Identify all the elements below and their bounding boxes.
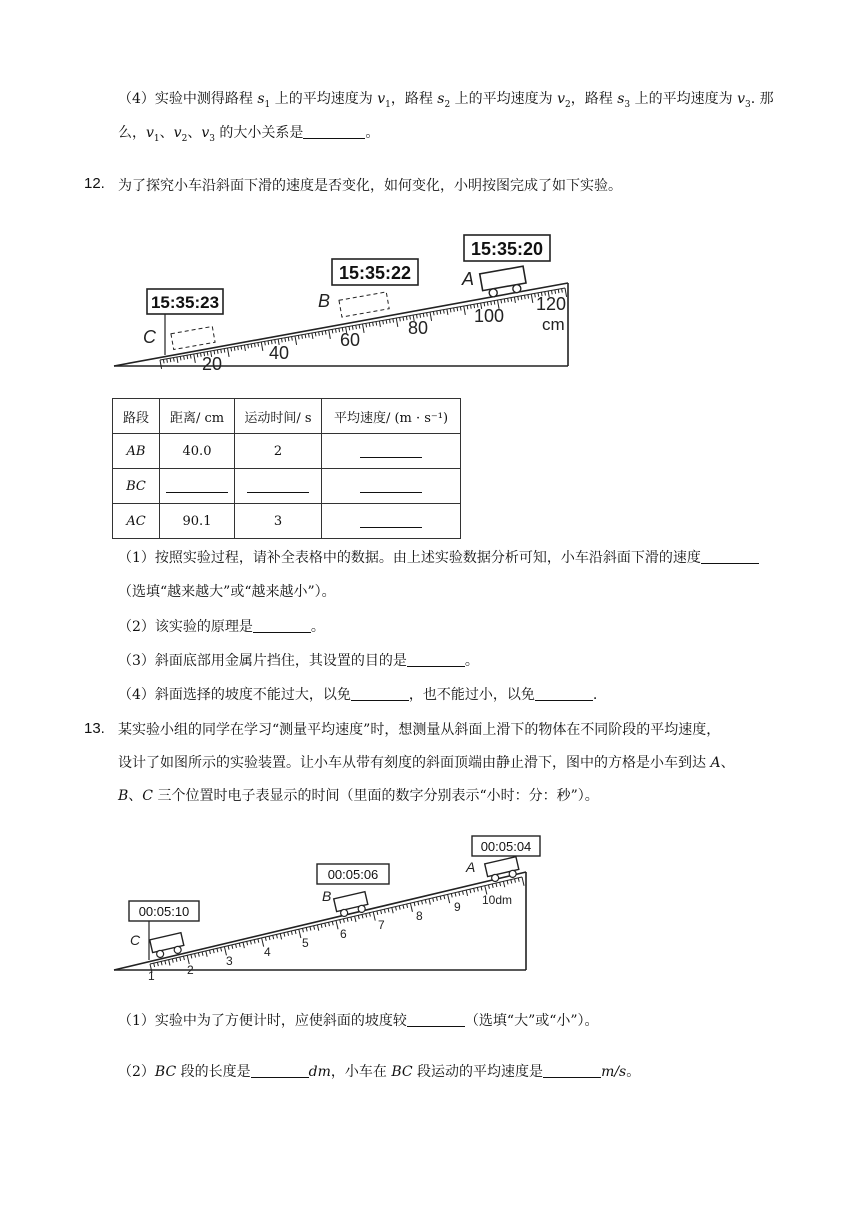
scale-tick bbox=[332, 921, 333, 925]
tick-label: 10dm bbox=[482, 893, 513, 907]
scale-tick bbox=[500, 882, 501, 886]
scale-tick bbox=[336, 921, 338, 930]
scale-tick bbox=[228, 946, 229, 950]
scale-tick bbox=[247, 941, 248, 945]
answer-blank[interactable] bbox=[407, 1012, 465, 1027]
scale-tick bbox=[198, 953, 199, 957]
scale-tick bbox=[384, 909, 385, 913]
scale-tick bbox=[299, 929, 301, 938]
question-stem-line2: 设计了如图所示的实验装置。让小车从带有刻度的斜面顶端由静止滑下，图中的方格是小车到达 A、 bbox=[118, 755, 735, 771]
time-cell: 2 bbox=[235, 434, 322, 469]
tick-label: 80 bbox=[408, 318, 429, 338]
segment-cell: BC bbox=[113, 469, 160, 504]
scale-tick bbox=[470, 889, 471, 893]
label-b: B bbox=[318, 291, 331, 311]
scale-tick bbox=[273, 935, 274, 939]
scale-tick bbox=[183, 956, 184, 960]
scale-tick bbox=[206, 951, 207, 957]
scale-tick bbox=[507, 880, 508, 884]
scale-tick bbox=[522, 877, 524, 886]
scale-tick bbox=[321, 924, 322, 928]
scale-tick bbox=[433, 898, 434, 902]
scale-tick bbox=[250, 941, 251, 945]
header-cell: 运动时间/ s bbox=[235, 399, 322, 434]
scale-tick bbox=[236, 944, 237, 948]
scale-tick bbox=[172, 959, 173, 963]
label-a: A bbox=[466, 859, 476, 875]
scale-tick bbox=[396, 907, 397, 911]
segment-cell: AC bbox=[113, 504, 160, 539]
tick-label: 20 bbox=[202, 354, 223, 374]
scale-tick bbox=[492, 884, 493, 888]
scale-tick bbox=[388, 908, 389, 912]
label-b: B bbox=[322, 888, 332, 904]
scale-tick bbox=[284, 933, 285, 937]
scale-tick bbox=[358, 915, 359, 919]
label-c: C bbox=[130, 932, 141, 948]
scale-tick bbox=[351, 917, 352, 921]
label-a: A bbox=[462, 269, 475, 289]
scale-tick bbox=[317, 925, 318, 931]
scale-tick bbox=[362, 914, 363, 918]
scale-tick bbox=[459, 892, 460, 896]
scale-tick bbox=[403, 905, 404, 909]
scale-tick bbox=[462, 891, 463, 895]
scale-tick bbox=[503, 881, 504, 887]
scale-tick bbox=[265, 937, 266, 941]
tick-label: 7 bbox=[378, 918, 385, 932]
q12-part1-line2: （选填“越来越大”或“越来越小”）。 bbox=[118, 584, 336, 600]
scale-tick bbox=[329, 922, 330, 926]
scale-tick bbox=[314, 926, 315, 930]
scale-tick bbox=[448, 894, 450, 903]
q12-part2: （2）该实验的原理是 。 bbox=[118, 619, 325, 635]
scale-tick bbox=[221, 947, 222, 951]
scale-tick bbox=[414, 902, 415, 906]
clock-b-time: 15:35:22 bbox=[338, 263, 412, 283]
clock-b-time: 00:05:06 bbox=[327, 867, 379, 882]
label-c: C bbox=[143, 327, 156, 347]
scale-tick bbox=[202, 952, 203, 956]
clock-c-time: 15:35:23 bbox=[150, 293, 220, 312]
tick-label: 4 bbox=[264, 945, 271, 959]
q12-part1-line1: （1）按照实验过程，请补全表格中的数据。由上述实验数据分析可知，小车沿斜面下滑的速度 bbox=[118, 548, 759, 568]
scale-tick bbox=[347, 918, 348, 922]
header-cell: 平均速度/ (m · s⁻¹) bbox=[322, 399, 461, 434]
scale-tick bbox=[410, 903, 412, 912]
scale-tick bbox=[291, 931, 292, 935]
scale-tick bbox=[425, 900, 426, 904]
scale-tick bbox=[455, 893, 456, 897]
scale-tick bbox=[165, 961, 166, 965]
scale-tick bbox=[276, 934, 277, 938]
scale-tick bbox=[269, 936, 270, 940]
q11-part4-line1: （4）实验中测得路程 $s_1$ 上的平均速度为 $v_1$，路程 $s_2$ 上的平均速度为 $v_2$，路程 $s_3$ 上的平均速度为 $v_3$. 那 bbox=[118, 91, 774, 110]
scale-tick bbox=[369, 913, 370, 917]
scale-tick bbox=[373, 912, 375, 921]
scale-tick bbox=[161, 961, 162, 965]
time-cell: 3 bbox=[235, 504, 322, 539]
tick-label: 3 bbox=[226, 954, 233, 968]
scale-tick bbox=[258, 939, 259, 943]
scale-tick bbox=[325, 923, 326, 927]
scale-tick bbox=[195, 954, 196, 958]
scale-tick bbox=[407, 904, 408, 908]
question-number: 12. bbox=[84, 175, 105, 192]
distance-cell: 90.1 bbox=[160, 504, 235, 539]
scale-tick bbox=[392, 907, 393, 913]
scale-tick bbox=[239, 943, 240, 947]
clock-c-time: 00:05:10 bbox=[138, 904, 190, 919]
scale-tick bbox=[340, 920, 341, 924]
scale-tick bbox=[191, 954, 192, 958]
tick-label: 60 bbox=[340, 330, 361, 350]
question-stem-line3: B、C 三个位置时电子表显示的时间（里面的数字分别表示“小时：分：秒”）。 bbox=[118, 788, 599, 804]
scale-tick bbox=[381, 910, 382, 914]
scale-tick bbox=[422, 900, 423, 904]
clock-a-time: 00:05:04 bbox=[480, 839, 532, 854]
scale-tick bbox=[366, 914, 367, 918]
scale-tick bbox=[343, 919, 344, 923]
tick-label: 120 bbox=[536, 294, 567, 314]
distance-cell: 40.0 bbox=[160, 434, 235, 469]
scale-tick bbox=[515, 879, 516, 883]
unit-label: cm bbox=[542, 315, 565, 334]
tick-label: 40 bbox=[269, 343, 290, 363]
scale-tick bbox=[418, 901, 419, 905]
question-stem: 为了探究小车沿斜面下滑的速度是否变化，如何变化，小明按图完成了如下实验。 bbox=[118, 178, 622, 194]
q13-part2: （2）BC 段的长度是 dm，小车在 BC 段运动的平均速度是 m/s。 bbox=[118, 1064, 641, 1080]
scale-tick bbox=[481, 887, 482, 891]
scale-tick bbox=[169, 960, 170, 966]
scale-tick bbox=[436, 897, 437, 901]
scale-tick bbox=[489, 885, 490, 889]
tick-label: 6 bbox=[340, 927, 347, 941]
tick-label: 100 bbox=[474, 306, 505, 326]
answer-blank[interactable] bbox=[543, 1063, 601, 1078]
scale-tick bbox=[477, 887, 478, 891]
scale-tick bbox=[243, 942, 244, 948]
scale-tick bbox=[213, 949, 214, 953]
scale-tick bbox=[232, 945, 233, 949]
scale-tick bbox=[511, 880, 512, 884]
segment-cell: AB bbox=[113, 434, 160, 469]
scale-tick bbox=[518, 878, 519, 882]
scale-tick bbox=[310, 927, 311, 931]
scale-tick bbox=[474, 888, 475, 892]
scale-tick bbox=[451, 894, 452, 898]
tick-label: 9 bbox=[454, 900, 461, 914]
tick-label: 1 bbox=[148, 969, 155, 983]
scale-tick bbox=[429, 899, 430, 905]
tick-label: 2 bbox=[187, 963, 194, 977]
scale-tick bbox=[280, 934, 281, 940]
scale-tick bbox=[466, 890, 467, 896]
scale-tick bbox=[217, 948, 218, 952]
header-cell: 路段 bbox=[113, 399, 160, 434]
scale-tick bbox=[154, 963, 155, 967]
scale-tick bbox=[157, 962, 158, 966]
scale-tick bbox=[288, 932, 289, 936]
q13-part1: （1）实验中为了方便计时，应使斜面的坡度较 （选填“大”或“小”）。 bbox=[118, 1013, 599, 1029]
answer-blank[interactable] bbox=[251, 1063, 309, 1078]
scale-tick bbox=[303, 928, 304, 932]
q12-part3: （3）斜面底部用金属片挡住，其设置的目的是 。 bbox=[118, 653, 479, 669]
question-number: 13. bbox=[84, 720, 105, 737]
scale-tick bbox=[306, 927, 307, 931]
clock-a-time: 15:35:20 bbox=[470, 239, 544, 259]
scale-tick bbox=[355, 916, 356, 922]
scale-ticks bbox=[150, 877, 524, 973]
question-stem-line1: 某实验小组的同学在学习“测量平均速度”时，想测量从斜面上滑下的物体在不同阶段的平均速度， bbox=[118, 722, 721, 738]
scale-tick bbox=[444, 895, 445, 899]
scale-tick bbox=[254, 940, 255, 944]
scale-tick bbox=[399, 906, 400, 910]
scale-tick bbox=[377, 911, 378, 915]
scale-tick bbox=[180, 957, 181, 961]
q11-part4-line2: 么，$v_1$、$v_2$、$v_3$ 的大小关系是 。 bbox=[118, 125, 380, 144]
header-cell: 距离/ cm bbox=[160, 399, 235, 434]
scale-tick bbox=[496, 883, 497, 887]
tick-label: 8 bbox=[416, 909, 423, 923]
scale-tick bbox=[440, 896, 441, 900]
q12-part4: （4）斜面选择的坡度不能过大，以免 ，也不能过小，以免 . bbox=[118, 687, 598, 703]
scale-tick bbox=[295, 930, 296, 934]
scale-tick bbox=[210, 950, 211, 954]
scale-tick bbox=[176, 958, 177, 962]
tick-label: 5 bbox=[302, 936, 309, 950]
